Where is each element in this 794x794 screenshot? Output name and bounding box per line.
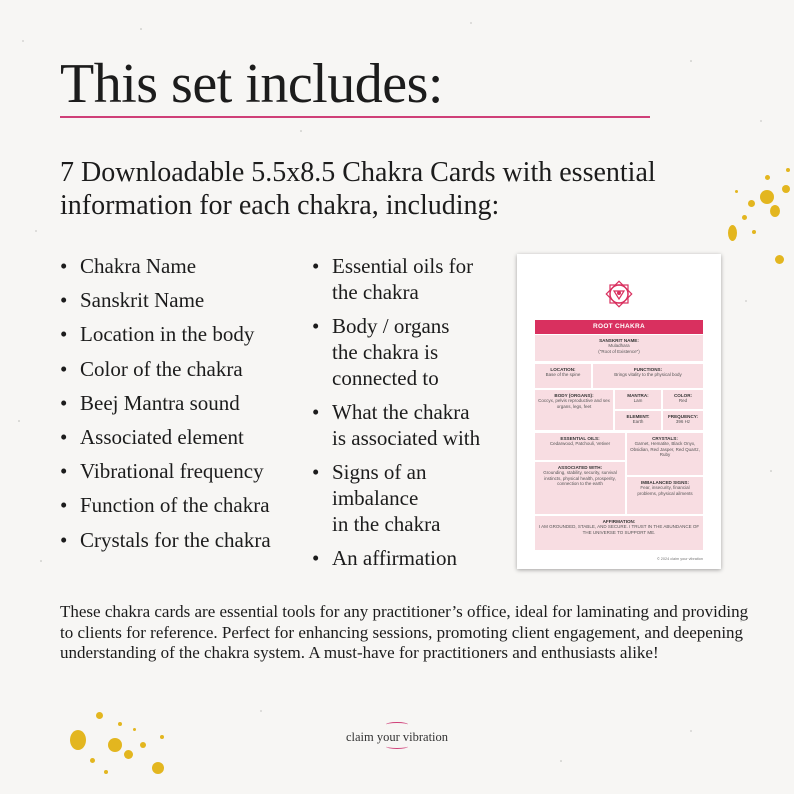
card-affirmation-cell bbox=[535, 516, 703, 550]
card-value: Fear, insecurity, financial problems, physical ailments bbox=[637, 485, 693, 496]
feature-list-right bbox=[312, 253, 512, 579]
card-oils-cell bbox=[535, 433, 625, 460]
title-underline bbox=[60, 116, 650, 118]
card-imbalanced-cell bbox=[627, 477, 703, 514]
card-value: Coccyx, pelvis reproductive and sex organs, legs, feet bbox=[538, 398, 610, 409]
card-mantra-cell bbox=[615, 390, 661, 409]
subtitle: 7 Downloadable 5.5x8.5 Chakra Cards with essential information for each chakra, including: bbox=[60, 157, 656, 221]
card-value: Lam bbox=[633, 398, 643, 403]
card-frequency-cell bbox=[663, 411, 703, 430]
card-label: COLOR: bbox=[673, 393, 693, 398]
card-value: Grounding, stability, security, survival instincts, physical health, prosperity, connection to the earth bbox=[543, 470, 617, 487]
card-label: ESSENTIAL OILS: bbox=[560, 436, 600, 441]
card-label: BODY (ORGANS): bbox=[554, 393, 594, 398]
feature-item: • An affirmation bbox=[312, 545, 512, 571]
card-value: Red bbox=[678, 398, 688, 403]
brand-name: claim your vibration bbox=[345, 730, 449, 744]
card-value: Base of the spine bbox=[545, 372, 581, 377]
card-value: Earth bbox=[632, 419, 644, 424]
feature-item: • Beej Mantra sound bbox=[60, 390, 310, 416]
card-color-cell bbox=[663, 390, 703, 409]
feature-item: • Vibrational frequency bbox=[60, 458, 310, 484]
card-crystals-cell bbox=[627, 433, 703, 475]
feature-item: • Signs of an imbalance in the chakra bbox=[312, 459, 512, 537]
logo-arc-top bbox=[386, 722, 408, 727]
feature-item: • Color of the chakra bbox=[60, 356, 310, 382]
feature-item: • Chakra Name bbox=[60, 253, 310, 279]
card-value: ("Root of Existence") bbox=[598, 348, 640, 354]
card-label: FREQUENCY: bbox=[667, 414, 699, 419]
card-value: Brings vitality to the physical body bbox=[614, 372, 682, 377]
card-label: MANTRA: bbox=[627, 393, 649, 398]
card-value: 396 Hz bbox=[675, 419, 691, 424]
feature-item: • Location in the body bbox=[60, 321, 310, 347]
card-value: Cedarwood, Patchouli, Vetiver bbox=[549, 441, 611, 446]
card-label: LOCATION: bbox=[550, 367, 576, 372]
card-body-organs-cell bbox=[535, 390, 613, 430]
card-element-cell bbox=[615, 411, 661, 430]
card-value: Muladhara bbox=[608, 343, 630, 348]
chakra-card-preview bbox=[517, 254, 721, 569]
card-functions-cell bbox=[593, 364, 703, 388]
card-label: ELEMENT: bbox=[626, 414, 650, 419]
feature-item: • Sanskrit Name bbox=[60, 287, 310, 313]
description-paragraph: These chakra cards are essential tools for any practitioner’s office, ideal for laminating and providing to clients for reference. Perfect for enhancing sessions, promoting client engagement, and deepening understanding of the chakra system. A must-have for practitioners and enthusiasts alike! bbox=[60, 602, 749, 663]
feature-item: • Function of the chakra bbox=[60, 492, 310, 518]
card-header: ROOT CHAKRA bbox=[535, 320, 703, 334]
card-value: I AM GROUNDED, STABLE, AND SECURE. I TRUST IN THE ABUNDANCE OF THE UNIVERSE TO SUPPORT ME. bbox=[538, 524, 700, 535]
page-title: This set includes: bbox=[60, 53, 443, 115]
root-chakra-symbol-icon bbox=[603, 278, 635, 310]
feature-item: • Crystals for the chakra bbox=[60, 527, 310, 553]
card-location-cell bbox=[535, 364, 591, 388]
feature-item: • What the chakra is associated with bbox=[312, 399, 512, 451]
feature-item: • Body / organs the chakra is connected to bbox=[312, 313, 512, 391]
card-label: AFFIRMATION: bbox=[602, 519, 636, 524]
card-copyright: © 2024 claim your vibration bbox=[656, 557, 703, 561]
feature-item: • Associated element bbox=[60, 424, 310, 450]
card-label: ASSOCIATED WITH: bbox=[557, 465, 603, 470]
card-associated-cell bbox=[535, 462, 625, 514]
card-label: IMBALANCED SIGNS: bbox=[641, 480, 689, 485]
feature-item: • Essential oils for the chakra bbox=[312, 253, 512, 305]
logo-arc-bottom bbox=[386, 744, 408, 749]
card-label: CRYSTALS: bbox=[652, 436, 678, 441]
card-sanskrit-cell bbox=[535, 335, 703, 361]
card-label: FUNCTIONS: bbox=[633, 367, 663, 372]
card-value: Garnet, Hematite, Black Onyx, Obsidian, Red Jasper, Red Quartz, Ruby bbox=[630, 441, 700, 458]
card-label: SANSKRIT NAME: bbox=[599, 338, 639, 343]
feature-list-left bbox=[60, 253, 310, 561]
